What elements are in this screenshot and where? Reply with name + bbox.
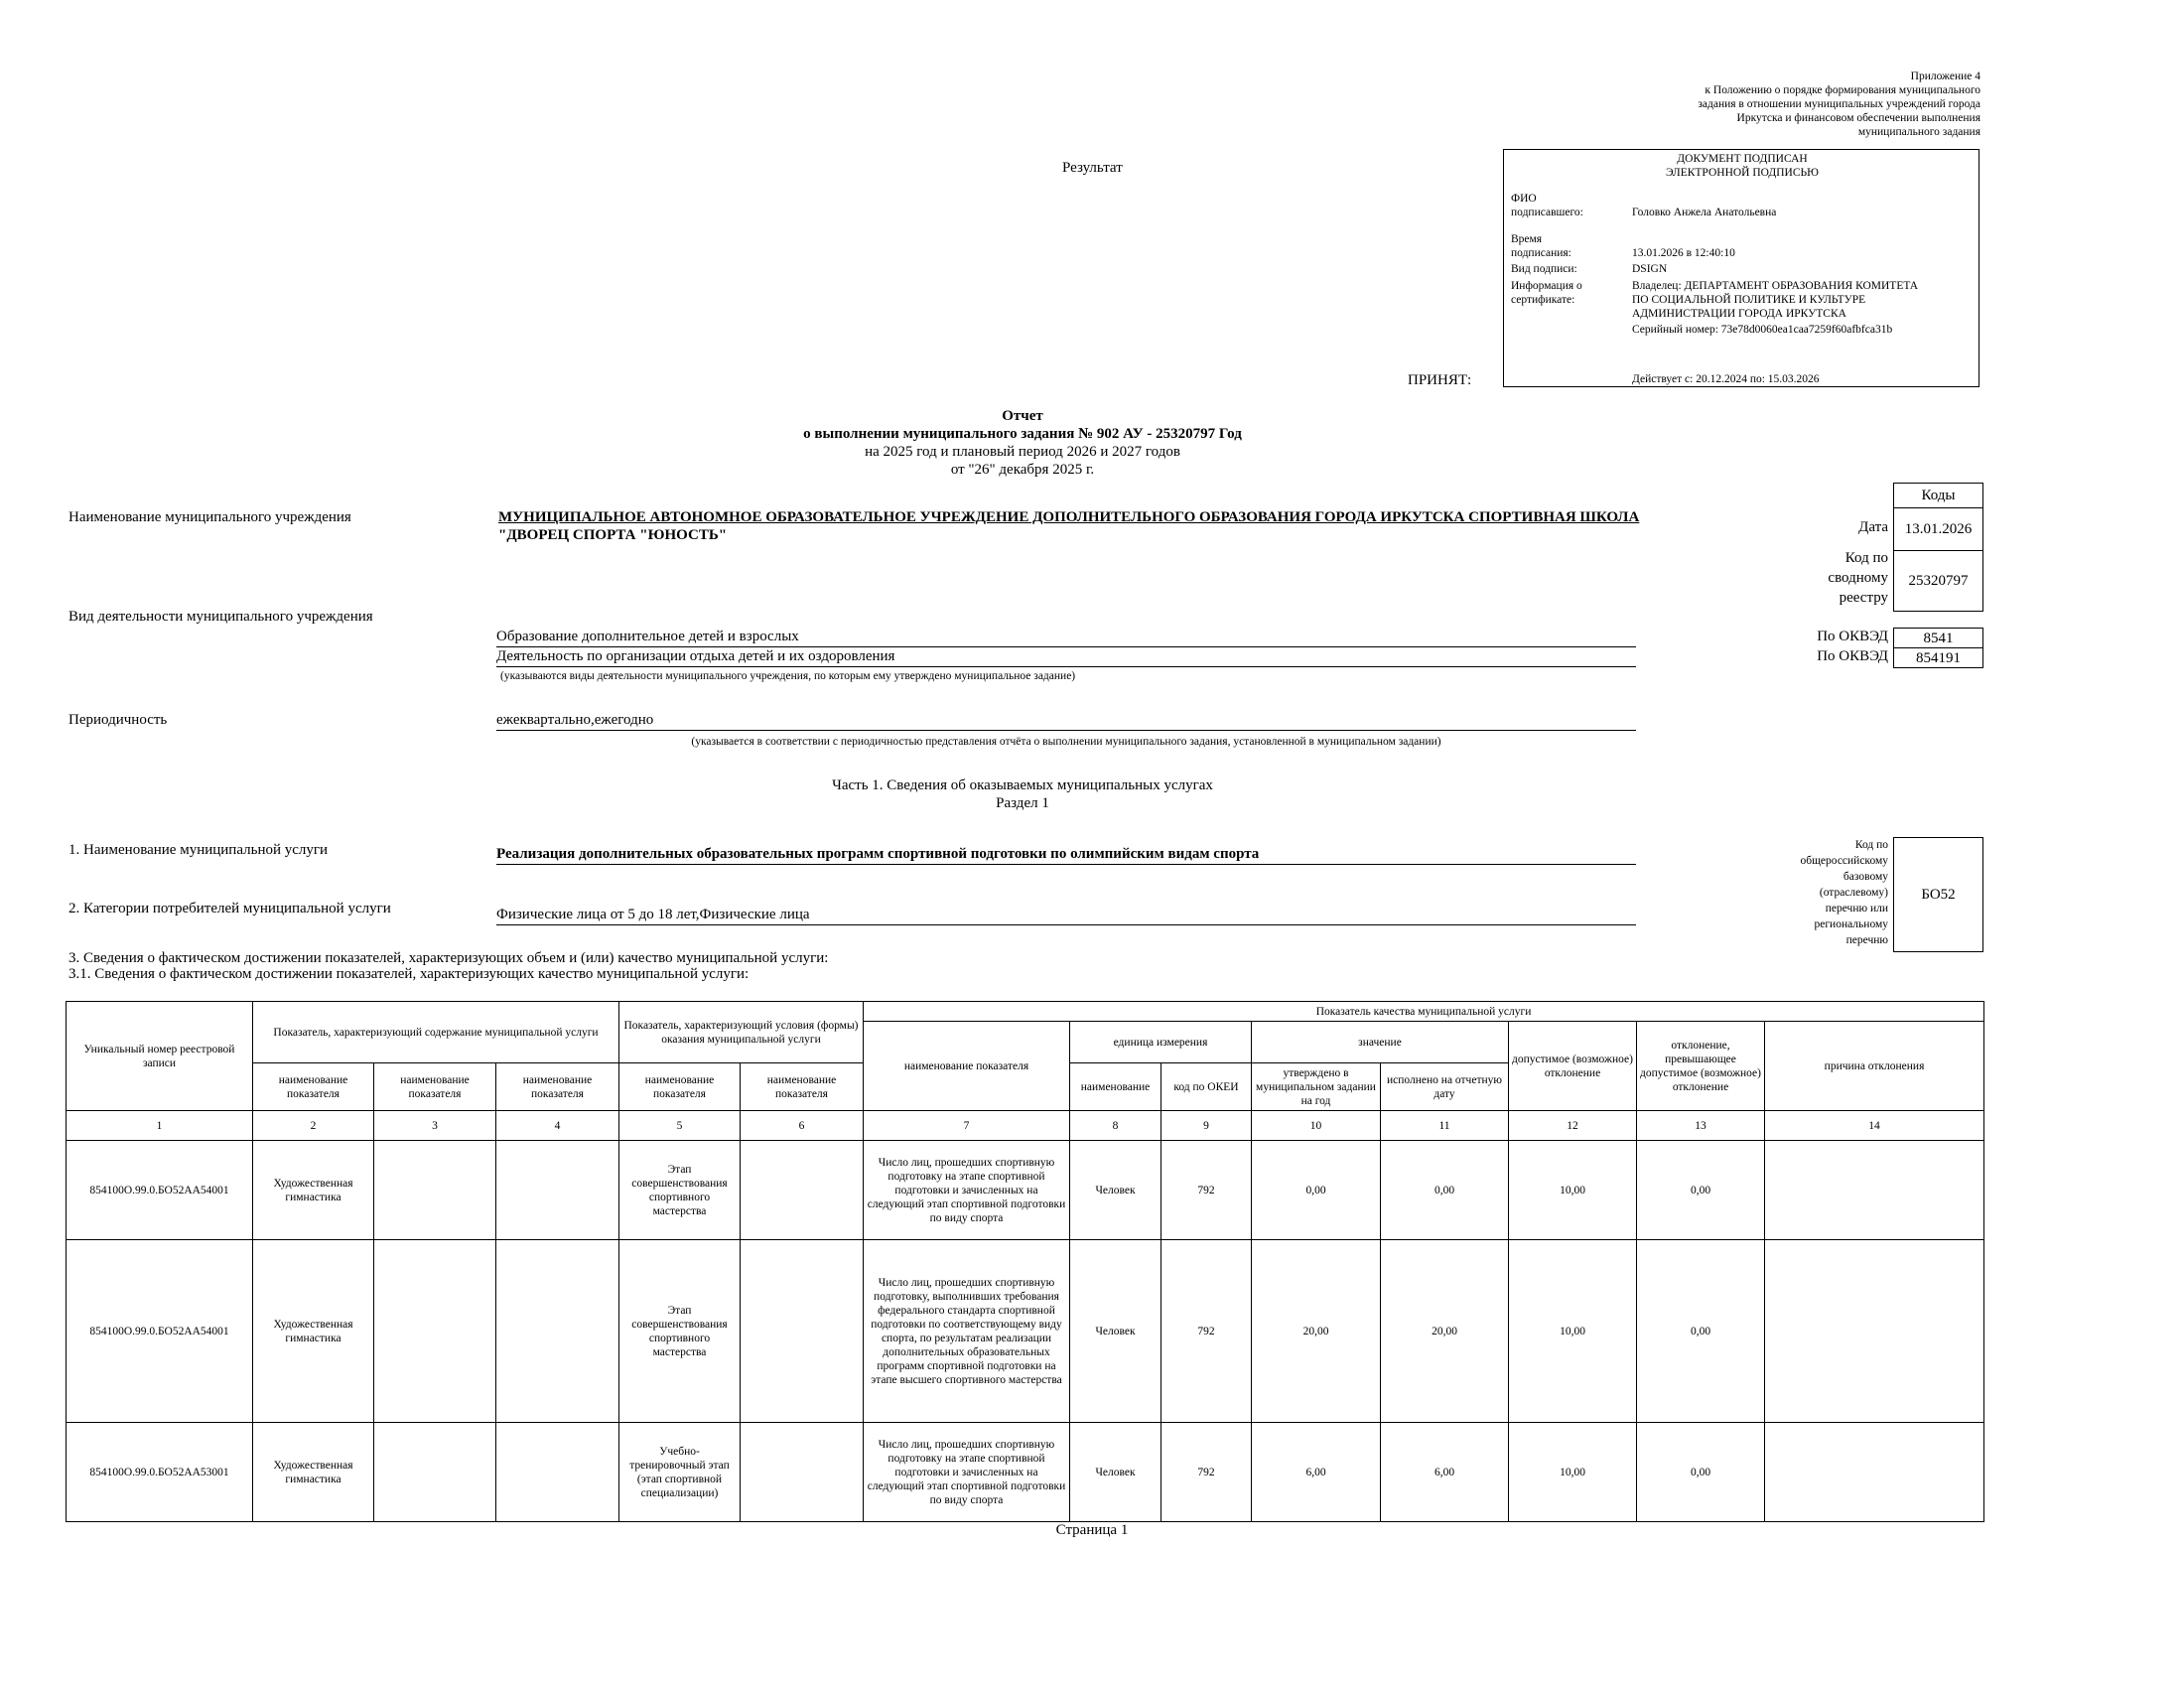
header-conditions: Показатель, характеризующий условия (формы) оказания муниципальной услуги <box>619 1002 864 1063</box>
page-number: Страница 1 <box>1055 1522 1129 1538</box>
info-text <box>68 949 828 983</box>
appendix-line: Иркутска и финансовом обеспечении выполнения <box>1736 112 1980 124</box>
signature-heading: ДОКУМЕНТ ПОДПИСАН <box>1677 153 1808 165</box>
cert-valid: Действует с: 20.12.2024 по: 15.03.2026 <box>1632 373 1820 385</box>
service-code-value: БО52 <box>1893 837 1983 952</box>
service-name: Реализация дополнительных образовательных программ спортивной подготовки по олимпийским видам спорта <box>496 845 1636 865</box>
header-approved: утверждено в муниципальном задании на год <box>1252 1063 1381 1111</box>
date-label: Дата <box>1858 519 1888 535</box>
report-period: на 2025 год и плановый период 2026 и 2027 годов <box>865 444 1180 460</box>
institution-name <box>498 508 1789 544</box>
activity-label: Вид деятельности муниципального учреждения <box>68 609 373 625</box>
cert-serial: Серийный номер: 73e78d0060ea1caa7259f60afbfca31b <box>1632 324 1893 336</box>
header-quality: Показатель качества муниципальной услуги <box>864 1002 1984 1022</box>
institution-name-line: "ДВОРЕЦ СПОРТА "ЮНОСТЬ" <box>498 527 728 543</box>
service-label: 1. Наименование муниципальной услуги <box>68 842 329 858</box>
report-date: от "26" декабря 2025 г. <box>950 462 1095 478</box>
activity-line: Деятельность по организации отдыха детей и их оздоровления <box>496 647 1636 667</box>
fio-value: Головко Анжела Анатольевна <box>1632 207 1777 218</box>
header-unit: единица измерения <box>1070 1022 1252 1063</box>
header-unit-name: наименование <box>1070 1063 1161 1111</box>
part-heading <box>625 776 1420 812</box>
cert-owner: Владелец: ДЕПАРТАМЕНТ ОБРАЗОВАНИЯ КОМИТЕТА <box>1632 280 1919 292</box>
info-line: 3. Сведения о фактическом достижении показателей, характеризующих объем и (или) качество муниципальной услуги: <box>68 950 829 966</box>
part-title: Часть 1. Сведения об оказываемых муниципальных услугах <box>832 777 1213 793</box>
periodicity-note: (указывается в соответствии с периодичностью представления отчёта о выполнении муниципального задания, установленной в муниципальном задании) <box>691 736 1441 748</box>
appendix-line: Приложение 4 <box>1910 70 1980 82</box>
appendix-line: задания в отношении муниципальных учреждений города <box>1698 98 1980 110</box>
header-exceed: отклонение, превышающее допустимое (возможное) отклонение <box>1637 1022 1765 1111</box>
header-sub-name: наименование показателя <box>619 1063 741 1111</box>
table-row: 854100О.99.0.БО52АА54001 Художественная гимнастика Этап совершенствования спортивного мастерства Число лиц, прошедших спортивную подготовку, выполнивших требования федерального стандарта спортивной подготовки по соответствующему виду спорта, по результатам реализации дополнительных образовательных программ спортивной подготовки на этапе высшего спортивного мастерства Человек 792 20,00 20,00 10,00 0,00 <box>67 1240 1984 1423</box>
type-value: DSIGN <box>1632 263 1668 275</box>
cert-label: сертификате: <box>1511 294 1575 306</box>
quality-table <box>66 1001 1984 1522</box>
report-heading <box>625 407 1420 479</box>
cert-label: Информация о <box>1511 280 1582 292</box>
consumers-value: Физические лица от 5 до 18 лет,Физические лица <box>496 906 1636 925</box>
service-code-label: Код по общероссийскому базовому (отраслевому) перечню или региональному перечню <box>1800 839 1888 946</box>
periodicity-value: ежеквартально,ежегодно <box>496 711 1636 731</box>
header-reason: причина отклонения <box>1765 1022 1984 1111</box>
header-sub-name: наименование показателя <box>374 1063 496 1111</box>
cert-owner: ПО СОЦИАЛЬНОЙ ПОЛИТИКЕ И КУЛЬТУРЕ <box>1632 294 1866 306</box>
activity-note: (указываются виды деятельности муниципального учреждения, по которым ему утверждено муниципальное задание) <box>500 670 1076 682</box>
header-indicator-name: наименование показателя <box>864 1022 1070 1111</box>
okved-code: 854191 <box>1894 648 1983 668</box>
report-subtitle: о выполнении муниципального задания № 902 АУ - 25320797 Год <box>803 426 1242 442</box>
registry-value: 25320797 <box>1894 551 1983 612</box>
header-done: исполнено на отчетную дату <box>1381 1063 1509 1111</box>
report-title: Отчет <box>1002 408 1043 424</box>
registry-label: Код по сводному реестру <box>1828 550 1888 606</box>
date-value: 13.01.2026 <box>1894 508 1983 551</box>
consumers-label: 2. Категории потребителей муниципальной услуги <box>68 901 391 916</box>
appendix-line: муниципального задания <box>1857 126 1980 138</box>
activity-line: Образование дополнительное детей и взрослых <box>496 628 1636 647</box>
result-label: Результат <box>1062 160 1123 176</box>
codes-table <box>1893 483 1983 612</box>
institution-label: Наименование муниципального учреждения <box>68 509 351 525</box>
type-label: Вид подписи: <box>1511 263 1577 275</box>
fio-label: ФИО <box>1511 193 1537 205</box>
header-value: значение <box>1252 1022 1509 1063</box>
appendix-note <box>1425 70 1980 139</box>
okved-table <box>1893 628 1983 668</box>
section-title: Раздел 1 <box>996 795 1049 811</box>
okved-label: По ОКВЭД <box>1817 629 1888 644</box>
header-sub-name: наименование показателя <box>253 1063 374 1111</box>
time-value: 13.01.2026 в 12:40:10 <box>1632 247 1735 259</box>
header-unique-number: Уникальный номер реестровой записи <box>67 1002 253 1111</box>
time-label: Время <box>1511 233 1543 245</box>
okved-label: По ОКВЭД <box>1817 648 1888 664</box>
institution-name-line: МУНИЦИПАЛЬНОЕ АВТОНОМНОЕ ОБРАЗОВАТЕЛЬНОЕ УЧРЕЖДЕНИЕ ДОПОЛНИТЕЛЬНОГО ОБРАЗОВАНИЯ ГОРОДА ИРКУТСКА СПОРТИВНАЯ ШКОЛА <box>498 509 1640 525</box>
appendix-line: к Положению о порядке формирования муниципального <box>1705 84 1980 96</box>
table-row: 854100О.99.0.БО52АА53001 Художественная гимнастика Учебно-тренировочный этап (этап спортивной специализации) Число лиц, прошедших спортивную подготовку на этапе спортивной подготовки и зачисленных на следующий этап спортивной подготовки по виду спорта Человек 792 6,00 6,00 10,00 0,00 <box>67 1423 1984 1522</box>
accepted-label: ПРИНЯТ: <box>1408 372 1472 388</box>
okved-code: 8541 <box>1894 629 1983 648</box>
header-allowed: допустимое (возможное) отклонение <box>1509 1022 1637 1111</box>
codes-header: Коды <box>1894 484 1983 508</box>
periodicity-label: Периодичность <box>68 712 168 728</box>
header-sub-name: наименование показателя <box>496 1063 619 1111</box>
column-number-row: 1 2 3 4 5 6 7 8 9 10 11 12 13 14 <box>67 1111 1984 1141</box>
header-okei: код по ОКЕИ <box>1161 1063 1252 1111</box>
fio-label: подписавшего: <box>1511 207 1583 218</box>
header-sub-name: наименование показателя <box>741 1063 864 1111</box>
header-content: Показатель, характеризующий содержание муниципальной услуги <box>253 1002 619 1063</box>
info-line: 3.1. Сведения о фактическом достижении показателей, характеризующих качество муниципальной услуги: <box>68 966 750 982</box>
table-row: 854100О.99.0.БО52АА54001 Художественная гимнастика Этап совершенствования спортивного мастерства Число лиц, прошедших спортивную подготовку на этапе спортивной подготовки и зачисленных на следующий этап спортивной подготовки по виду спорта Человек 792 0,00 0,00 10,00 0,00 <box>67 1141 1984 1240</box>
time-label: подписания: <box>1511 247 1571 259</box>
signature-heading: ЭЛЕКТРОННОЙ ПОДПИСЬЮ <box>1666 167 1819 179</box>
cert-owner: АДМИНИСТРАЦИИ ГОРОДА ИРКУТСКА <box>1632 308 1846 320</box>
